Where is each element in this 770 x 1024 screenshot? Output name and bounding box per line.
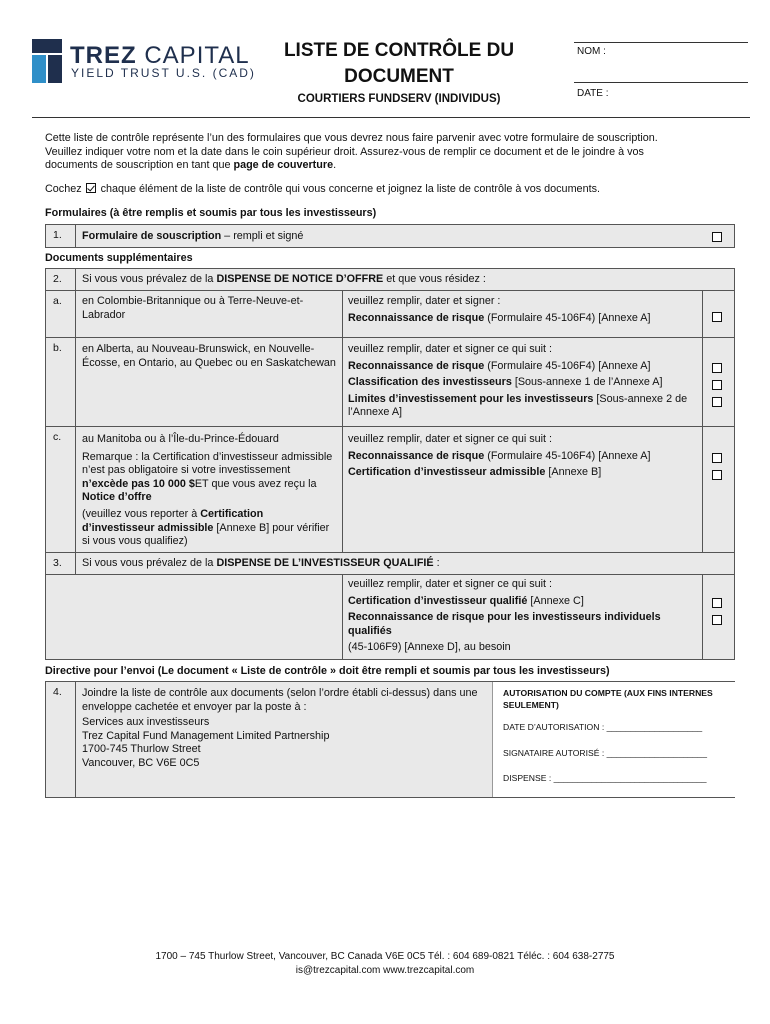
section-formulaires: Formulaires (à être remplis et soumis par tous les investisseurs) <box>45 207 377 219</box>
row-c-instructions: veuillez remplir, dater et signer ce qui suit : Reconnaissance de risque (Formulaire 45-106F4) [Annexe A] Certification d’investisseur admissible [Annexe B] <box>348 433 651 479</box>
row-number: 4. <box>46 682 76 797</box>
checkbox-row-c-2[interactable] <box>712 470 722 480</box>
trez-logo-mark <box>32 39 62 83</box>
section-directive: Directive pour l’envoi (Le document « Liste de contrôle » doit être rempli et soumis par tous les investisseurs) <box>45 665 610 677</box>
header-divider <box>32 117 750 118</box>
checkbox-row-3-1[interactable] <box>712 598 722 608</box>
row-letter: a. <box>46 291 76 337</box>
row-3-text: Si vous vous prévalez de la DISPENSE DE L’INVESTISSEUR QUALIFIÉ : <box>82 557 440 569</box>
row-1-text: Formulaire de souscription – rempli et signé <box>82 230 304 242</box>
checkbox-row-3-2[interactable] <box>712 615 722 625</box>
date-label: DATE : <box>577 88 609 99</box>
row-letter: b. <box>46 338 76 426</box>
section-documents: Documents supplémentaires <box>45 252 193 264</box>
table-row-3-details <box>45 574 735 660</box>
cochez-instruction: Cochez chaque élément de la liste de contrôle qui vous concerne et joignez la liste de contrôle à vos documents. <box>45 183 600 195</box>
row-3-instructions: veuillez remplir, dater et signer ce qui suit : Certification d’investisseur qualifié [Annexe C] Reconnaissance de risque pour les investisseurs individuels qualifiés (45-106F9) [Annexe D], au besoin <box>348 578 661 654</box>
page-subtitle: COURTIERS FUNDSERV (INDIVIDUS) <box>297 93 501 105</box>
checkbox-row-c-1[interactable] <box>712 453 722 463</box>
row-b-region: en Alberta, au Nouveau-Brunswick, en Nouvelle-Écosse, en Ontario, au Quebec ou en Saskatchewan <box>82 343 336 369</box>
row-4-instructions: Joindre la liste de contrôle aux documents (selon l’ordre établi ci-dessus) dans une enveloppe cachetée et envoyer par la poste à : Services aux investisseurs Trez Capital Fund Management Limited Partnership 1700-745 Thurlow Street Vancouver, BC V6E 0C5 <box>82 687 478 769</box>
table-row-4 <box>45 681 735 798</box>
row-number: 2. <box>46 269 76 290</box>
checkbox-row-a[interactable] <box>712 312 722 322</box>
row-number: 1. <box>46 225 76 247</box>
checkbox-row-b-2[interactable] <box>712 380 722 390</box>
checked-box-icon <box>86 183 96 193</box>
row-c-region: au Manitoba ou à l’Île-du-Prince-Édouard Remarque : la Certification d’investisseur admissible n’est pas obligatoire si votre investissement n’excède pas 10 000 $ET que vous avez reçu la Notice d’offre (veuillez vous reporter à Certification d’investisseur admissible [Annexe B] pour vérifier si vous vous qualifiez) <box>82 433 333 548</box>
logo-subtitle: YIELD TRUST U.S. (CAD) <box>71 66 256 80</box>
table-row-2 <box>45 268 735 291</box>
checkbox-row-1[interactable] <box>712 232 722 242</box>
row-2-text: Si vous vous prévalez de la DISPENSE DE NOTICE D’OFFRE et que vous résidez : <box>82 273 486 285</box>
row-a-instructions: veuillez remplir, dater et signer : Reconnaissance de risque (Formulaire 45-106F4) [Annexe A] <box>348 295 651 324</box>
nom-field-line[interactable] <box>574 42 748 43</box>
page-title: LISTE DE CONTRÔLE DU DOCUMENT <box>283 40 515 87</box>
page-footer: 1700 – 745 Thurlow Street, Vancouver, BC Canada V6E 0C5 Tél. : 604 689-0821 Téléc. : 604 638-2775 is@trezcapital.com www.trezcapital.com <box>155 951 615 976</box>
intro-paragraph: Cette liste de contrôle représente l’un des formulaires que vous devrez nous faire parvenir avec votre formulaire de souscription. Veuillez indiquer votre nom et la date dans le coin supérieur droit. Assurez-vous de remplir ce document et de le joindre à vos documents de souscription en tant que page de couverture. <box>45 132 658 171</box>
row-b-instructions: veuillez remplir, dater et signer ce qui suit : Reconnaissance de risque (Formulaire 45-106F4) [Annexe A] Classification des investisseurs [Sous-annexe 1 de l’Annexe A] Limites d’investissement pour les investisseurs [Sous-annexe 2 de l’Annexe A] <box>348 343 688 419</box>
row-letter: c. <box>46 427 76 552</box>
auth-title: AUTORISATION DU COMPTE (AUX FINS INTERNES SEULEMENT) <box>503 688 713 710</box>
account-authorization-box <box>492 682 736 797</box>
table-row-c <box>45 426 735 553</box>
table-row-b <box>45 337 735 427</box>
checkbox-row-b-1[interactable] <box>712 363 722 373</box>
table-row-a <box>45 290 735 338</box>
table-row-1 <box>45 224 735 248</box>
row-number: 3. <box>46 553 76 574</box>
checkbox-row-b-3[interactable] <box>712 397 722 407</box>
nom-label: NOM : <box>577 46 606 57</box>
logo-wordmark: TREZ CAPITAL <box>70 42 250 69</box>
auth-date-field[interactable]: DATE D’AUTORISATION : ____________________ <box>503 722 703 732</box>
auth-dispense-field[interactable]: DISPENSE : ________________________________ <box>503 773 707 784</box>
table-row-3 <box>45 552 735 575</box>
date-field-line[interactable] <box>574 82 748 83</box>
auth-signatory-field[interactable]: SIGNATAIRE AUTORISÉ : _____________________ <box>503 747 707 758</box>
row-a-region: en Colombie-Britannique ou à Terre-Neuve-et-Labrador <box>82 295 304 321</box>
